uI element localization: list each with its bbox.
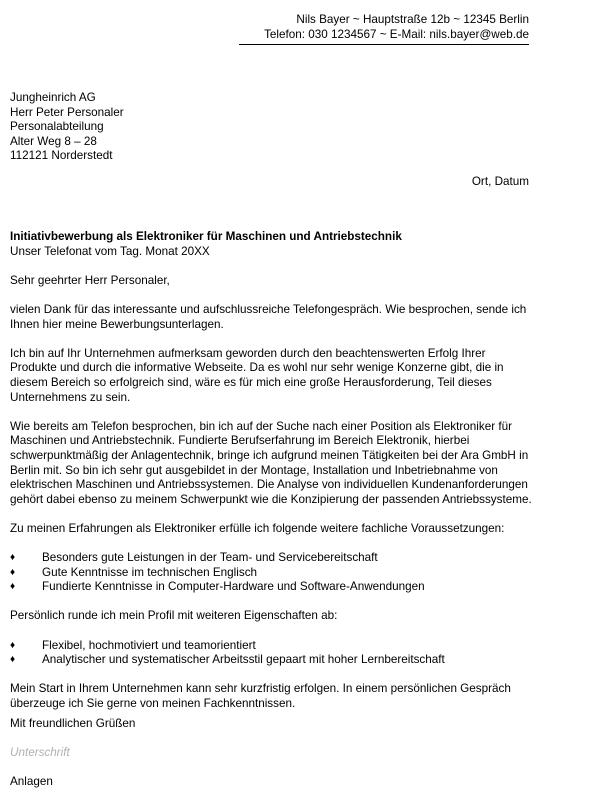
letter-body <box>10 230 535 790</box>
traits-list <box>10 639 535 668</box>
recipient-address <box>10 91 124 164</box>
body-paragraph: vielen Dank für das interessante und aufschlussreiche Telefongespräch. Wie besprochen, sende ich Ihnen hier meine Bewerbungsunterlagen. <box>10 302 527 331</box>
diamond-bullet-icon: ♦ <box>10 581 16 593</box>
diamond-bullet-icon: ♦ <box>10 566 16 578</box>
list-item <box>10 580 535 595</box>
salutation: Sehr geehrter Herr Personaler, <box>10 273 170 287</box>
diamond-bullet-icon: ♦ <box>10 639 16 651</box>
sender-contact-line: Telefon: 030 1234567 ~ E-Mail: nils.bayer@web.de <box>264 28 529 41</box>
letter-date: Ort, Datum <box>471 175 529 188</box>
body-paragraph: Wie bereits am Telefon besprochen, bin ich auf der Suche nach einer Position als Elektroniker für Maschinen und Antriebstechnik. Fundierte Berufserfahrung im Bereich Elektronik, hierbei schwerpunktmäßig der Anlagentechnik, bringe ich aufgrund meinen Tätigkeiten bei der Ara GmbH in Berlin mit. So bin ich sehr gut ausgebildet in der Montage, Installation und Inbetriebnahme von elektrischen Maschinen und Antriebssystemen. Die Analyse von individuellen Kundenanforderungen gehört dabei ebenso zu meinem Schwerpunkt wie die Konzipierung der passenden Antriebssysteme. <box>10 419 532 506</box>
diamond-bullet-icon: ♦ <box>10 552 16 564</box>
attachments-label: Anlagen <box>10 774 53 788</box>
list-item-text: Analytischer und systematischer Arbeitsstil gepaart mit hoher Lernbereitschaft <box>42 653 445 667</box>
body-paragraph: Ich bin auf Ihr Unternehmen aufmerksam geworden durch den beachtenswerten Erfolg Ihrer Produkte und durch die informative Webseite. Da es wohl nur sehr wenige Konzerne gibt, die in diesem Bereich so erfolgreich sind, wäre es für mich eine große Herausforderung, Teil dieses Unternehmens zu sein. <box>10 346 504 404</box>
subject-line: Initiativbewerbung als Elektroniker für Maschinen und Antriebstechnik <box>10 230 402 243</box>
recipient-city: 112121 Norderstedt <box>10 149 113 163</box>
diamond-bullet-icon: ♦ <box>10 654 16 666</box>
sender-address-line: Nils Bayer ~ Hauptstraße 12b ~ 12345 Berlin <box>296 13 529 26</box>
reference-line: Unser Telefonat vom Tag. Monat 20XX <box>10 244 210 258</box>
sender-header <box>239 12 529 45</box>
list-item-text: Flexibel, hochmotiviert und teamorientiert <box>42 638 256 652</box>
list-item <box>10 551 535 566</box>
list-item-text: Besonders gute Leistungen in der Team- und Servicebereitschaft <box>42 551 378 565</box>
list-item-text: Gute Kenntnisse im technischen Englisch <box>42 565 258 579</box>
qualifications-list <box>10 551 535 595</box>
closing-paragraph: Mein Start in Ihrem Unternehmen kann sehr kurzfristig erfolgen. In einem persönlichen Gespräch überzeuge ich Sie gerne von meinen Fachkenntnissen. <box>10 682 511 710</box>
recipient-company: Jungheinrich AG <box>10 91 96 104</box>
recipient-department: Personalabteilung <box>10 120 104 134</box>
signature-placeholder: Unterschrift <box>10 745 70 759</box>
list-item <box>10 639 535 654</box>
list-item <box>10 566 535 581</box>
list-item <box>10 653 535 668</box>
body-paragraph: Zu meinen Erfahrungen als Elektroniker erfülle ich folgende weitere fachliche Voraussetzungen: <box>10 521 505 535</box>
closing-greeting: Mit freundlichen Grüßen <box>10 716 136 730</box>
recipient-person: Herr Peter Personaler <box>10 105 124 119</box>
recipient-street: Alter Weg 8 – 28 <box>10 134 97 148</box>
profile-intro: Persönlich runde ich mein Profil mit weiteren Eigenschaften ab: <box>10 609 338 623</box>
list-item-text: Fundierte Kenntnisse in Computer-Hardware und Software-Anwendungen <box>42 580 425 594</box>
